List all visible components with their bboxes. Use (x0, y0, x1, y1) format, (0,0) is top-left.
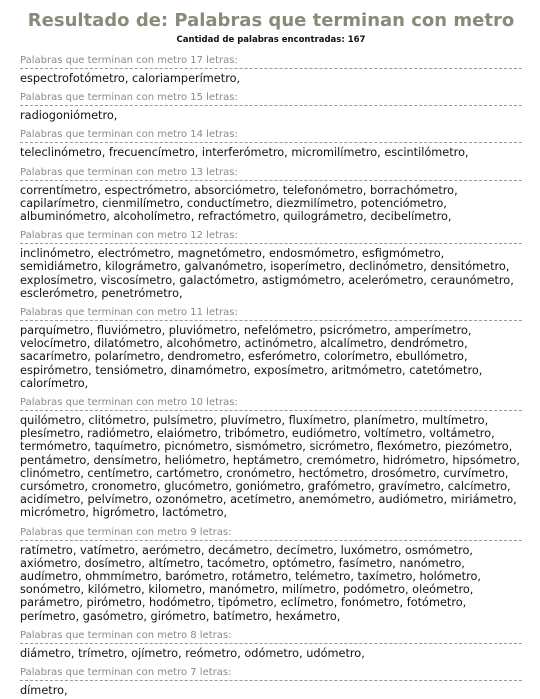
section-heading: Palabras que terminan con metro 7 letras: (20, 666, 522, 681)
section-17-letters (20, 54, 522, 85)
section-heading: Palabras que terminan con metro 17 letras: (20, 54, 522, 69)
word-list: quilómetro, clitómetro, pulsímetro, pluvímetro, fluxímetro, planímetro, multímetro, plesímetro, radiómetro, elaiómetro, tribómetro, eudiómetro, voltímetro, voltámetro, termómetro, taquímetro, picnómetro, sismómetro, sicrómetro, flexómetro, piezómetro, pentámetro, densímetro, heliómetro, heptámetro, cremómetro, hidrómetro, hipsómetro, clinómetro, centímetro, cartómetro, cronómetro, hectómetro, drosómetro, curvímetro, cursómetro, cronometro, glucómetro, goniómetro, grafómetro, gravímetro, calcímetro, acidímetro, pelvímetro, ozonómetro, acetímetro, anemómetro, audiómetro, miriámetro, micrómetro, higrómetro, lactómetro, (20, 414, 520, 520)
section-heading: Palabras que terminan con metro 11 letras: (20, 306, 522, 321)
section-15-letters (20, 91, 522, 122)
section-heading: Palabras que terminan con metro 14 letras: (20, 128, 522, 143)
word-list: diámetro, trímetro, ojímetro, reómetro, odómetro, udómetro, (20, 646, 365, 660)
word-list: parquímetro, fluviómetro, pluviómetro, nefelómetro, psicrómetro, amperímetro, velocímetro, dilatómetro, alcohómetro, actinómetro, alcalímetro, dendrómetro, sacarímetro, polarímetro, dendrometro, esferómetro, colorímetro, ebullómetro, espirómetro, tensiómetro, dinamómetro, exposímetro, aritmómetro, catetómetro, calorímetro, (20, 324, 483, 390)
section-14-letters (20, 128, 522, 159)
section-11-letters (20, 306, 522, 390)
section-heading: Palabras que terminan con metro 9 letras: (20, 526, 522, 541)
word-list: inclinómetro, electrómetro, magnetómetro, endosmómetro, esfigmómetro, semidiámetro, kilográmetro, galvanómetro, isoperímetro, declinómetro, densitómetro, explosímetro, viscosímetro, galactómetro, astigmómetro, acelerómetro, ceraunómetro, esclerómetro, penetrómetro, (20, 247, 514, 300)
section-12-letters (20, 229, 522, 300)
section-heading: Palabras que terminan con metro 10 letras: (20, 396, 522, 411)
section-heading: Palabras que terminan con metro 13 letras: (20, 166, 522, 181)
word-list: espectrofotómetro, caloriamperímetro, (20, 72, 241, 85)
section-heading: Palabras que terminan con metro 8 letras: (20, 629, 522, 644)
word-list: ratímetro, vatímetro, aerómetro, decámetro, decímetro, luxómetro, osmómetro, axiómetro, dosímetro, altímetro, tacómetro, optómetro, fasímetro, nanómetro, audímetro, ohmmímetro, barómetro, rotámetro, telémetro, taxímetro, holómetro, sonómetro, kilómetro, kilometro, manómetro, milímetro, podómetro, oleómetro, parámetro, pirómetro, hodómetro, tipómetro, eclímetro, fonómetro, fotómetro, perímetro, gasómetro, girómetro, batímetro, hexámetro, (20, 543, 481, 623)
word-list: dímetro, (20, 684, 68, 698)
word-list: radiogoniómetro, (20, 109, 118, 123)
word-count-label: Cantidad de palabras encontradas: 167 (176, 35, 366, 45)
section-8-letters (20, 629, 522, 660)
page-title: Resultado de: Palabras que terminan con metro (27, 10, 515, 31)
section-heading: Palabras que terminan con metro 12 letras: (20, 229, 522, 244)
word-list: teleclinómetro, frecuencímetro, interferómetro, micromilímetro, escintilómetro, (20, 146, 469, 160)
word-list: correntímetro, espectrómetro, absorciómetro, telefonómetro, borrachómetro, capilarímetro, cienmilímetro, conductímetro, diezmilímetro, potenciómetro, albuminómetro, alcoholímetro, refractómetro, quilográmetro, decibelímetro, (20, 183, 458, 224)
section-heading: Palabras que terminan con metro 15 letras: (20, 91, 522, 106)
section-7-letters (20, 666, 522, 697)
section-10-letters (20, 396, 522, 520)
section-9-letters (20, 526, 522, 623)
section-13-letters (20, 166, 522, 224)
